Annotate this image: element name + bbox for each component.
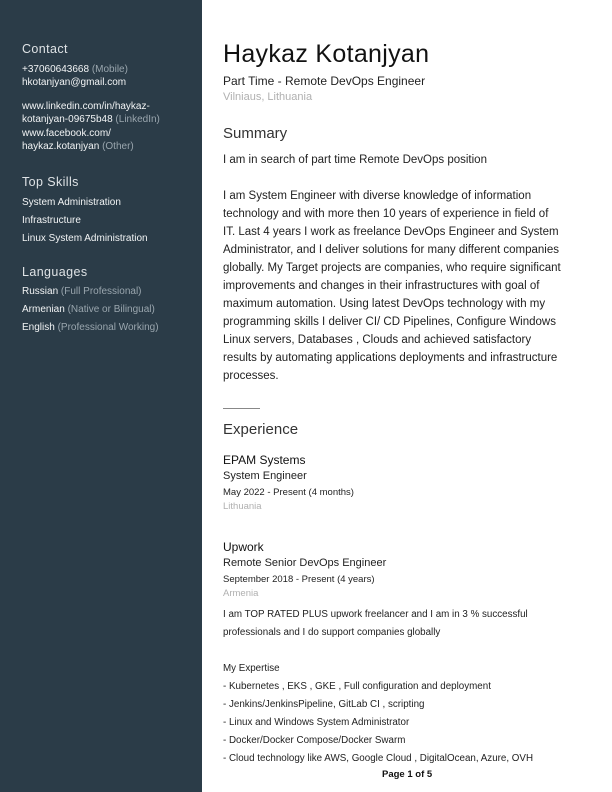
language-item — [22, 285, 159, 303]
text-line: I am TOP RATED PLUS upwork freelancer and I am in 3 % successful — [223, 609, 528, 620]
text-line: - Linux and Windows System Administrator — [223, 717, 410, 728]
page-number: Page 1 of 5 — [382, 769, 433, 780]
text-line: results by automating applications deployments and infrastructure — [223, 352, 558, 364]
text-line: programming skills I deliver CI/ CD Pipelines, Configure Windows — [223, 316, 556, 328]
text-line: Administrator, and I deliver solutions for many different companies — [223, 244, 560, 256]
phone — [22, 63, 128, 76]
facebook-type: (Other) — [102, 141, 134, 152]
language-name: English — [22, 322, 55, 333]
phone-number: +37060643668 — [22, 64, 90, 75]
profile-name: Haykaz Kotanjyan — [223, 40, 430, 68]
language-level: (Native or Bilingual) — [67, 304, 155, 315]
summary-intro — [223, 151, 487, 169]
skills-heading: Top Skills — [22, 175, 79, 189]
language-level: (Full Professional) — [60, 286, 142, 297]
languages-list — [22, 285, 159, 339]
text-line: - Jenkins/JenkinsPipeline, GitLab CI , scripting — [223, 699, 425, 710]
summary-heading: Summary — [223, 125, 288, 142]
text-line: Linux servers, Databases , Clouds and achieved satisfactory — [223, 334, 532, 346]
sidebar — [0, 0, 202, 792]
text-line: IT. Last 4 years I work as freelance DevOps Engineer and System — [223, 226, 559, 238]
text-line: globally. My Target projects are companies, who require significant — [223, 262, 561, 274]
company-name: Upwork — [223, 540, 264, 554]
summary-intro-text: I am in search of part time Remote DevOps position — [223, 154, 487, 166]
linkedin-line2 — [22, 113, 160, 126]
text-line: - Docker/Docker Compose/Docker Swarm — [223, 735, 406, 746]
language-item — [22, 321, 159, 339]
text-line: improvements and changes in their infrastructures with goal of — [223, 280, 540, 292]
facebook-url-line1: www.facebook.com/ — [22, 128, 111, 139]
facebook-link[interactable] — [22, 127, 134, 153]
linkedin-url-line2: kotanjyan-09675b48 — [22, 114, 113, 125]
text-line: technology and with more then 10 years of experience in field of — [223, 208, 549, 220]
phone-type: (Mobile) — [91, 64, 128, 75]
text-line: - Kubernetes , EKS , GKE , Full configuration and deployment — [223, 681, 491, 692]
skill-item: Infrastructure — [22, 215, 81, 226]
email-link[interactable]: hkotanjyan@gmail.com — [22, 77, 127, 88]
language-name: Russian — [22, 286, 59, 297]
job-dates: May 2022 - Present (4 months) — [223, 487, 354, 498]
skills-list — [22, 196, 148, 250]
job-description — [223, 606, 533, 768]
company-name: EPAM Systems — [223, 453, 306, 467]
language-level: (Professional Working) — [57, 322, 159, 333]
text-line: - Cloud technology like AWS, Google Cloud , DigitalOcean, Azure, OVH — [223, 753, 534, 764]
skill-item: System Administration — [22, 197, 121, 208]
experience-heading: Experience — [223, 421, 299, 438]
job-title: System Engineer — [223, 470, 307, 482]
section-divider — [223, 408, 260, 409]
text-line: I am System Engineer with diverse knowledge of information — [223, 190, 532, 202]
text-line: processes. — [223, 370, 279, 382]
job-location: Lithuania — [223, 501, 262, 512]
language-name: Armenian — [22, 304, 65, 315]
summary-text — [223, 187, 561, 385]
job-title: Remote Senior DevOps Engineer — [223, 557, 387, 569]
languages-heading: Languages — [22, 265, 88, 279]
text-line: My Expertise — [223, 663, 280, 674]
text-line: professionals and I do support companies globally — [223, 627, 441, 638]
facebook-url-line2: haykaz.kotanjyan — [22, 141, 100, 152]
profile-headline: Part Time - Remote DevOps Engineer — [223, 74, 426, 88]
skill-item: Linux System Administration — [22, 233, 148, 244]
linkedin-link[interactable] — [22, 100, 160, 126]
contact-heading: Contact — [22, 42, 68, 56]
text-line — [223, 642, 533, 660]
linkedin-type: (LinkedIn) — [115, 114, 160, 125]
facebook-line2 — [22, 140, 134, 153]
job-dates: September 2018 - Present (4 years) — [223, 574, 375, 585]
text-line: maximum automation. Using latest DevOps technology with my — [223, 298, 546, 310]
profile-location: Vilniaus, Lithuania — [223, 91, 313, 103]
language-item — [22, 303, 159, 321]
linkedin-url-line1: www.linkedin.com/in/haykaz- — [22, 101, 150, 112]
job-location: Armenia — [223, 588, 259, 599]
